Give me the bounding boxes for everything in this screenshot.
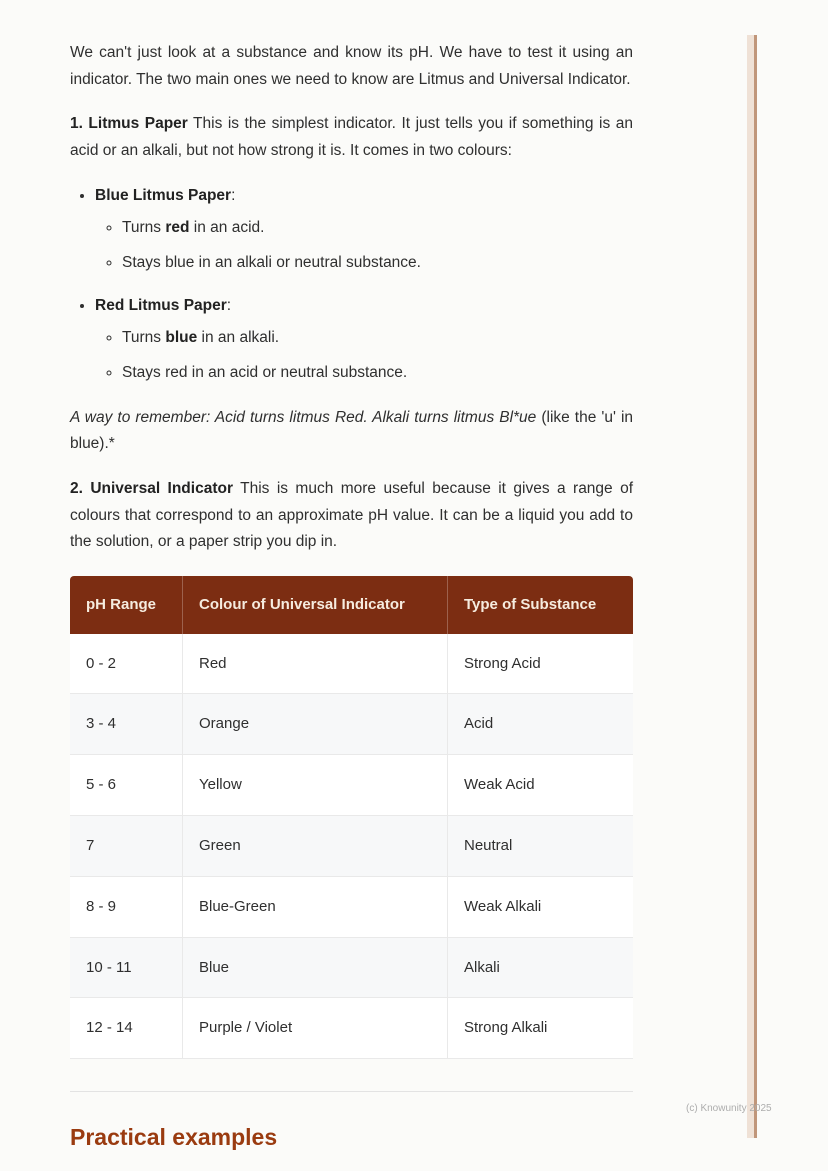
universal-text: This is much more useful because it gives a range of colours that correspond to an approximate pH value. It can be a liquid you add to the solution, or a paper strip you dip in. xyxy=(70,479,634,551)
litmus-text: This is the simplest indicator. It just tells you if something is an acid or an alkali, but not how strong it is. It comes in two colours: xyxy=(70,115,633,159)
red-litmus-sublist xyxy=(95,325,633,386)
sub-text: Stays blue in an alkali or neutral substance. xyxy=(122,253,421,271)
sub-text: Stays red in an acid or neutral substance. xyxy=(122,363,408,381)
list-item-blue-litmus xyxy=(95,183,633,277)
litmus-list xyxy=(70,183,633,387)
blue-litmus-label: Blue Litmus Paper xyxy=(95,186,232,204)
header-colour: Colour of Universal Indicator xyxy=(183,576,448,634)
universal-indicator-paragraph xyxy=(70,476,633,556)
list-item xyxy=(122,215,633,242)
sub-text: Turns xyxy=(122,219,166,237)
cell-ph-range: 10 - 11 xyxy=(70,938,183,999)
cell-colour: Red xyxy=(183,634,448,695)
header-substance: Type of Substance xyxy=(448,576,633,634)
cell-substance: Strong Acid xyxy=(448,634,633,695)
cell-colour: Yellow xyxy=(183,755,448,816)
cell-ph-range: 12 - 14 xyxy=(70,998,183,1059)
ph-table-header xyxy=(70,576,633,634)
table-row xyxy=(70,998,633,1059)
sub-text: in an alkali. xyxy=(197,329,280,347)
cell-ph-range: 3 - 4 xyxy=(70,694,183,755)
cell-colour: Green xyxy=(183,816,448,877)
list-item-red-litmus xyxy=(95,293,633,387)
cell-colour: Blue-Green xyxy=(183,877,448,938)
mnemonic-rest: (like the 'u' in blue).* xyxy=(70,408,634,453)
ph-table-body xyxy=(70,634,633,1060)
page-edge-decoration xyxy=(747,35,757,1138)
table-row xyxy=(70,938,633,999)
cell-colour: Orange xyxy=(183,694,448,755)
cell-ph-range: 7 xyxy=(70,816,183,877)
sub-bold: blue xyxy=(165,329,198,347)
cell-substance: Weak Acid xyxy=(448,755,633,816)
cell-colour: Purple / Violet xyxy=(183,998,448,1059)
blue-litmus-colon: : xyxy=(231,186,236,204)
list-item xyxy=(122,325,633,352)
cell-substance: Alkali xyxy=(448,938,633,999)
table-row xyxy=(70,755,633,816)
sub-text: in an acid. xyxy=(189,219,265,237)
mnemonic-italic: A way to remember: Acid turns litmus Red. Alkali turns litmus Bl*ue xyxy=(70,408,537,426)
list-item xyxy=(122,250,633,277)
cell-substance: Weak Alkali xyxy=(448,877,633,938)
table-header-row xyxy=(70,576,633,634)
sub-text: Turns xyxy=(122,329,166,347)
ph-table xyxy=(70,576,633,1059)
header-ph-range: pH Range xyxy=(70,576,183,634)
watermark: (c) Knowunity 2025 xyxy=(686,1103,772,1114)
cell-colour: Blue xyxy=(183,938,448,999)
blue-litmus-sublist xyxy=(95,215,633,276)
cell-substance: Strong Alkali xyxy=(448,998,633,1059)
intro-text: We can't just look at a substance and know its pH. We have to test it using an indicator. The two main ones we need to know are Litmus and Universal Indicator. xyxy=(70,44,633,88)
mnemonic-paragraph xyxy=(70,405,633,458)
practical-examples-heading: Practical examples xyxy=(70,1124,278,1151)
sub-bold: red xyxy=(165,219,190,237)
cell-ph-range: 5 - 6 xyxy=(70,755,183,816)
cell-substance: Acid xyxy=(448,694,633,755)
litmus-paragraph xyxy=(70,111,633,164)
universal-inline-heading: 2. Universal Indicator xyxy=(70,479,233,497)
litmus-inline-heading: 1. Litmus Paper xyxy=(70,115,188,133)
red-litmus-label: Red Litmus Paper xyxy=(95,296,227,314)
intro-paragraph xyxy=(70,40,633,93)
section-divider xyxy=(70,1091,633,1092)
cell-substance: Neutral xyxy=(448,816,633,877)
table-row xyxy=(70,694,633,755)
document-content xyxy=(70,40,633,1158)
table-row xyxy=(70,634,633,695)
table-row xyxy=(70,816,633,877)
red-litmus-colon: : xyxy=(226,296,232,314)
list-item xyxy=(122,360,633,387)
cell-ph-range: 0 - 2 xyxy=(70,634,183,695)
table-row xyxy=(70,877,633,938)
cell-ph-range: 8 - 9 xyxy=(70,877,183,938)
